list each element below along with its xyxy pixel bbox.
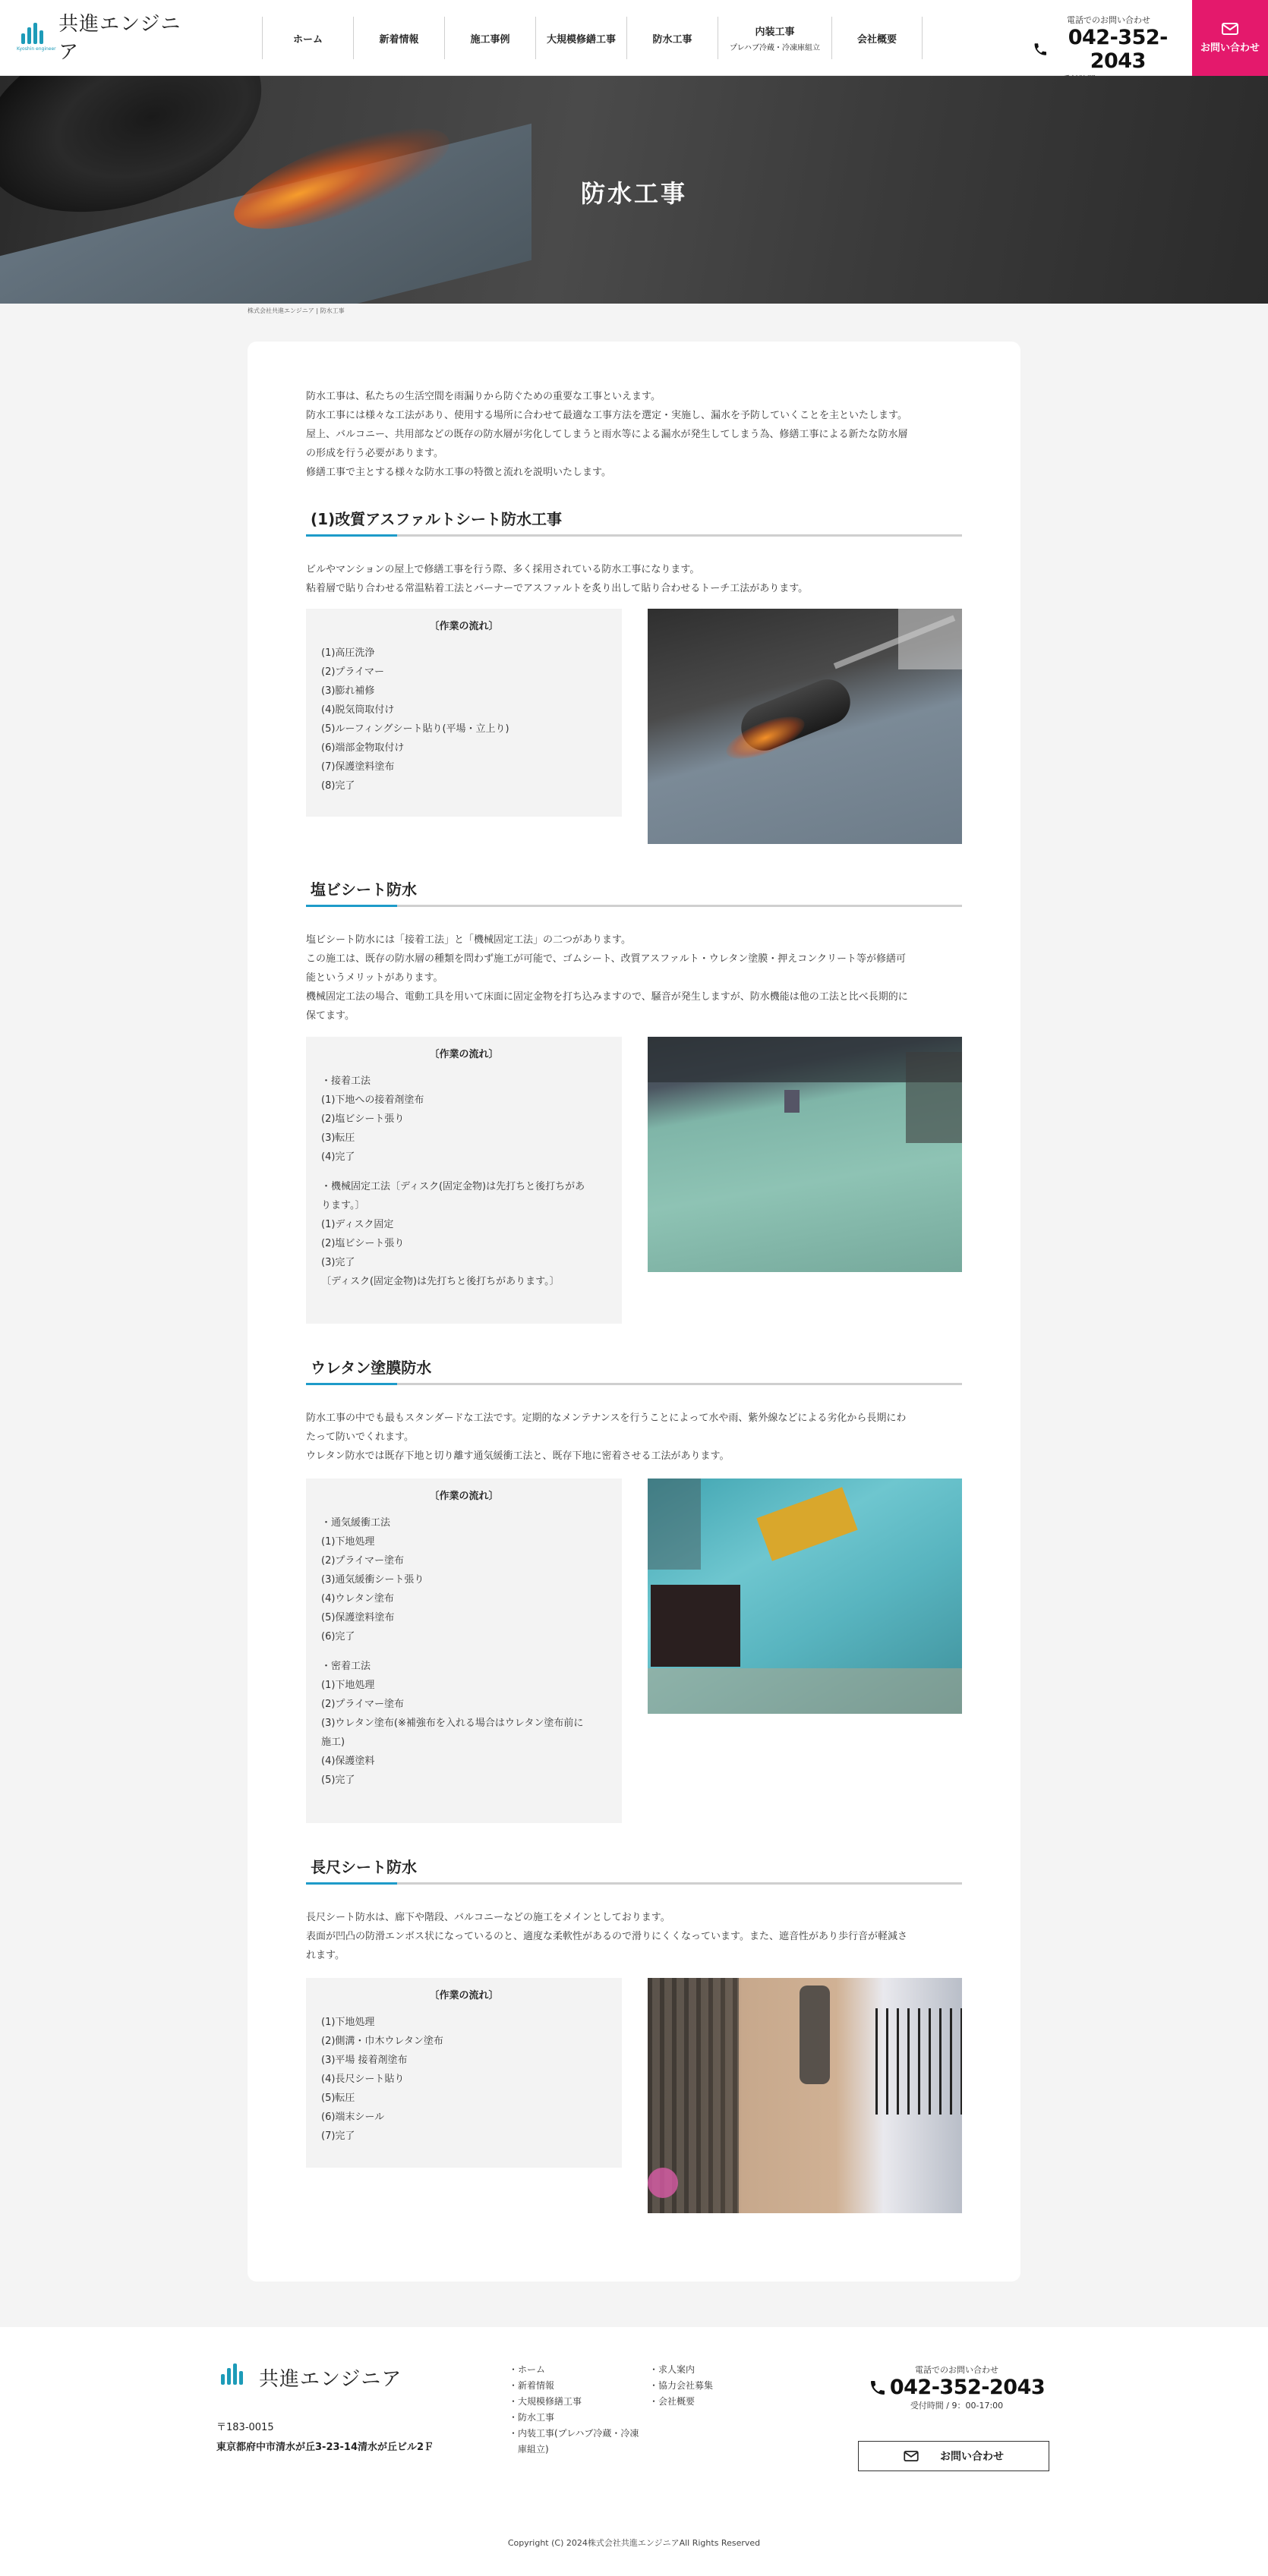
footer-link-company[interactable]: ・会社概要 bbox=[649, 2396, 696, 2407]
flow-title: 〔作業の流れ〕 bbox=[429, 1049, 499, 1060]
desc-line: たって防いでくれます。 bbox=[306, 1431, 414, 1443]
footer-link-waterproofing[interactable]: ・防水工事 bbox=[509, 2412, 555, 2423]
section-description bbox=[306, 1409, 962, 1466]
flow-step: (1)高圧洗浄 bbox=[321, 647, 375, 659]
nav-large-repair[interactable] bbox=[535, 17, 626, 59]
desc-line: 長尺シート防水は、廊下や階段、バルコニーなどの施工をメインとしております。 bbox=[306, 1912, 670, 1923]
nav-label: 施工事例 bbox=[470, 33, 510, 46]
flow-step: (2)プライマー bbox=[321, 666, 385, 678]
work-flow-box bbox=[306, 1479, 622, 1823]
flow-step: ・機械固定工法〔ディスク(固定金物)は先打ちと後打ちがあ bbox=[321, 1181, 585, 1192]
flow-step: (6)完了 bbox=[321, 1631, 355, 1642]
heading-underline bbox=[306, 1882, 962, 1885]
desc-line: この施工は、既存の防水層の種類を問わず施工が可能で、ゴムシート、改質アスファルト・ウレタン塗膜・押えコンクリート等が修繕可 bbox=[306, 953, 907, 965]
nav-label: 内装工事 bbox=[755, 27, 795, 38]
footer-logo[interactable] bbox=[216, 2362, 402, 2392]
footer-contact-button[interactable] bbox=[858, 2441, 1049, 2471]
flow-step: (4)長尺シート貼り bbox=[321, 2074, 405, 2085]
tel-number-row bbox=[1033, 26, 1184, 73]
logo-mark-icon bbox=[17, 21, 56, 52]
heading-underline bbox=[306, 534, 962, 537]
flow-list bbox=[321, 2013, 443, 2146]
intro-line: の形成を行う必要があります。 bbox=[306, 448, 443, 459]
flow-step: (4)脱気筒取付け bbox=[321, 704, 395, 716]
flow-step: (1)ディスク固定 bbox=[321, 1219, 394, 1230]
section-description bbox=[306, 1908, 962, 1965]
header-tel[interactable] bbox=[1033, 14, 1184, 85]
flow-step: (4)ウレタン塗布 bbox=[321, 1593, 394, 1604]
site-logo[interactable] bbox=[17, 13, 199, 64]
intro-line: 防水工事は、私たちの生活空間を雨漏りから防ぐための重要な工事といえます。 bbox=[306, 391, 661, 402]
copyright: Copyright (C) 2024株式会社共進エンジニアAll Rights Reserved bbox=[507, 2538, 761, 2548]
flow-step: (4)保護塗料 bbox=[321, 1756, 375, 1767]
phone-icon bbox=[869, 2379, 887, 2397]
flow-step: (7)完了 bbox=[321, 2130, 355, 2142]
nav-home[interactable] bbox=[262, 17, 353, 59]
flow-step: (3)ウレタン塗布(※補強布を入れる場合はウレタン塗布前に bbox=[321, 1718, 584, 1729]
desc-line: 保てます。 bbox=[306, 1010, 355, 1022]
contact-button-label: お問い合わせ bbox=[1200, 42, 1260, 54]
flow-step: ・接着工法 bbox=[321, 1075, 371, 1087]
photo-long-sheet bbox=[648, 1978, 962, 2213]
flow-step: (3)転圧 bbox=[321, 1132, 355, 1144]
flow-gap bbox=[321, 1646, 583, 1657]
flow-step: (5)保護塗料塗布 bbox=[321, 1612, 395, 1623]
intro-text bbox=[306, 387, 959, 482]
section-heading: ウレタン塗膜防水 bbox=[311, 1359, 432, 1377]
heading-underline bbox=[306, 905, 962, 907]
flow-step: ・通気緩衝工法 bbox=[321, 1517, 391, 1529]
nav-company[interactable] bbox=[831, 17, 923, 59]
flow-step: (2)プライマー塗布 bbox=[321, 1699, 405, 1710]
flow-step: (2)プライマー塗布 bbox=[321, 1555, 405, 1567]
flow-step: (2)塩ビシート張り bbox=[321, 1238, 405, 1249]
intro-line: 屋上、バルコニー、共用部などの既存の防水層が劣化してしまうと雨水等による漏水が発生してしまう為、修繕工事による新たな防水層 bbox=[306, 429, 908, 440]
flow-list bbox=[321, 1513, 583, 1790]
global-nav bbox=[262, 17, 923, 59]
flow-gap bbox=[321, 1167, 585, 1177]
flow-step: ります。〕 bbox=[321, 1200, 365, 1211]
flow-list bbox=[321, 644, 509, 795]
photo-asphalt-sheet bbox=[648, 609, 962, 844]
site-header bbox=[0, 0, 1268, 76]
tel-number-row bbox=[858, 2376, 1055, 2399]
nav-sub-label: プレハブ冷蔵・冷凍庫組立 bbox=[730, 44, 820, 52]
footer-link-news[interactable]: ・新着情報 bbox=[509, 2380, 555, 2391]
footer-link-interior[interactable]: ・内装工事(プレハブ冷蔵・冷凍 bbox=[509, 2428, 639, 2439]
section-heading: 長尺シート防水 bbox=[311, 1858, 417, 1876]
desc-line: 塩ビシート防水には「接着工法」と「機械固定工法」の二つがあります。 bbox=[306, 934, 631, 946]
tel-label: 電話でのお問い合わせ bbox=[1067, 15, 1150, 25]
flow-step: (5)ルーフィングシート貼り(平場・立上り) bbox=[321, 723, 509, 735]
flow-step: (6)端部金物取付け bbox=[321, 742, 405, 754]
nav-label: ホーム bbox=[292, 33, 323, 46]
desc-line: 粘着層で貼り合わせる常温粘着工法とバーナーでアスファルトを炙り出して貼り合わせるトーチ工法があります。 bbox=[306, 583, 809, 594]
breadcrumb[interactable]: 株式会社共進エンジニア | 防水工事 bbox=[248, 307, 345, 314]
mail-icon bbox=[904, 2451, 919, 2461]
footer-links-col2 bbox=[649, 2362, 713, 2410]
work-flow-box bbox=[306, 1978, 622, 2168]
nav-label: 新着情報 bbox=[379, 33, 419, 46]
flow-step: (7)保護塗料塗布 bbox=[321, 761, 395, 773]
section-heading: 塩ビシート防水 bbox=[311, 880, 417, 899]
work-flow-box bbox=[306, 609, 622, 817]
flow-step: (1)下地処理 bbox=[321, 1680, 375, 1691]
tel-number: 042-352-2043 bbox=[889, 2376, 1046, 2399]
zip-code: 〒183-0015 bbox=[216, 2422, 274, 2433]
section-description bbox=[306, 560, 962, 598]
phone-icon bbox=[1033, 40, 1049, 58]
tel-number: 042-352-2043 bbox=[1068, 26, 1168, 73]
flow-step: (3)完了 bbox=[321, 1257, 355, 1268]
nav-interior[interactable] bbox=[718, 17, 831, 59]
footer-logo-text: 共進エンジニア bbox=[259, 2367, 402, 2391]
nav-works[interactable] bbox=[444, 17, 535, 59]
content-card bbox=[248, 342, 1020, 2282]
flow-step: (1)下地処理 bbox=[321, 2017, 375, 2028]
footer-address bbox=[216, 2418, 434, 2458]
flow-title: 〔作業の流れ〕 bbox=[429, 621, 499, 632]
footer-links-col1 bbox=[509, 2362, 639, 2458]
hero-title: 防水工事 bbox=[580, 179, 687, 208]
flow-step: (5)転圧 bbox=[321, 2093, 355, 2104]
flow-step: (1)下地処理 bbox=[321, 1536, 375, 1548]
nav-label: 会社概要 bbox=[856, 33, 897, 46]
footer-link-large-repair[interactable]: ・大規模修繕工事 bbox=[509, 2396, 582, 2407]
intro-line: 防水工事には様々な工法があり、使用する場所に合わせて最適な工事方法を選定・実施し、漏水を予防していくことを主といたします。 bbox=[306, 410, 907, 421]
desc-line: ウレタン防水では既存下地と切り離す通気緩衝工法と、既存下地に密着させる工法があります。 bbox=[306, 1450, 730, 1462]
flow-step: (3)膨れ補修 bbox=[321, 685, 375, 697]
logo-mark-icon bbox=[216, 2362, 253, 2392]
footer-link-interior-cont[interactable]: 庫組立) bbox=[509, 2444, 549, 2455]
nav-label: 防水工事 bbox=[652, 33, 692, 46]
flow-title: 〔作業の流れ〕 bbox=[429, 1491, 499, 1502]
redaction-box bbox=[651, 1585, 740, 1667]
flow-step: (4)完了 bbox=[321, 1151, 355, 1163]
mail-icon bbox=[1222, 23, 1238, 35]
nav-news[interactable] bbox=[353, 17, 444, 59]
photo-urethane-coating bbox=[648, 1479, 962, 1714]
photo-pvc-sheet bbox=[648, 1037, 962, 1272]
flow-step: (2)塩ビシート張り bbox=[321, 1113, 405, 1125]
desc-line: れます。 bbox=[306, 1950, 345, 1961]
site-footer bbox=[0, 2327, 1268, 2576]
contact-button[interactable] bbox=[1192, 0, 1268, 76]
flow-step: 施工) bbox=[321, 1737, 345, 1748]
work-flow-box bbox=[306, 1037, 622, 1324]
footer-link-partners[interactable]: ・協力会社募集 bbox=[649, 2380, 714, 2391]
flow-step: (5)完了 bbox=[321, 1775, 355, 1786]
desc-line: 機械固定工法の場合、電動工具を用いて床面に固定金物を打ち込みますので、騒音が発生しますが、防水機能は他の工法と比べ長期的に bbox=[306, 991, 908, 1003]
nav-waterproofing[interactable] bbox=[626, 17, 718, 59]
flow-step: ・密着工法 bbox=[321, 1661, 371, 1672]
footer-link-home[interactable]: ・ホーム bbox=[509, 2364, 546, 2375]
tel-hours: 受付時間 / 9：00-17:00 bbox=[910, 2401, 1004, 2411]
flow-step: (3)通気緩衝シート張り bbox=[321, 1574, 424, 1586]
section-heading: (1)改質アスファルトシート防水工事 bbox=[311, 510, 562, 528]
flow-step: (2)側溝・巾木ウレタン塗布 bbox=[321, 2036, 443, 2047]
flow-step: (6)端末シール bbox=[321, 2112, 385, 2123]
footer-contact-label: お問い合わせ bbox=[940, 2451, 1004, 2463]
tel-label: 電話でのお問い合わせ bbox=[915, 2365, 998, 2375]
nav-label: 大規模修繕工事 bbox=[546, 33, 616, 46]
flow-title: 〔作業の流れ〕 bbox=[429, 1990, 499, 2001]
section-description bbox=[306, 931, 962, 1025]
flow-step: 〔ディスク(固定金物)は先打ちと後打ちがあります。〕 bbox=[321, 1276, 560, 1287]
street-address: 東京都府中市清水が丘3-23-14清水が丘ビル2Ｆ bbox=[216, 2442, 434, 2453]
flow-step: (1)下地への接着剤塗布 bbox=[321, 1094, 424, 1106]
hero-banner bbox=[0, 76, 1268, 304]
footer-tel[interactable] bbox=[858, 2363, 1055, 2411]
intro-line: 修繕工事で主とする様々な防水工事の特徴と流れを説明いたします。 bbox=[306, 467, 611, 478]
desc-line: 防水工事の中でも最もスタンダードな工法です。定期的なメンテナンスを行うことによって水や雨、紫外線などによる劣化から長期にわ bbox=[306, 1412, 907, 1424]
desc-line: ビルやマンションの屋上で修繕工事を行う際、多く採用されている防水工事になります。 bbox=[306, 564, 700, 575]
heading-underline bbox=[306, 1383, 962, 1385]
flow-list bbox=[321, 1072, 585, 1291]
flow-step: (3)平場 接着剤塗布 bbox=[321, 2055, 408, 2066]
footer-link-recruit[interactable]: ・求人案内 bbox=[649, 2364, 696, 2375]
desc-line: 能というメリットがあります。 bbox=[306, 972, 443, 984]
logo-text: 共進エンジニア bbox=[58, 13, 181, 64]
flow-step: (8)完了 bbox=[321, 780, 355, 792]
logo-sub-text: Kyoshin engineer bbox=[17, 46, 56, 52]
desc-line: 表面が凹凸の防滑エンボス状になっているのと、適度な柔軟性があるので滑りにくくなっています。また、遮音性があり歩行音が軽減さ bbox=[306, 1931, 907, 1942]
